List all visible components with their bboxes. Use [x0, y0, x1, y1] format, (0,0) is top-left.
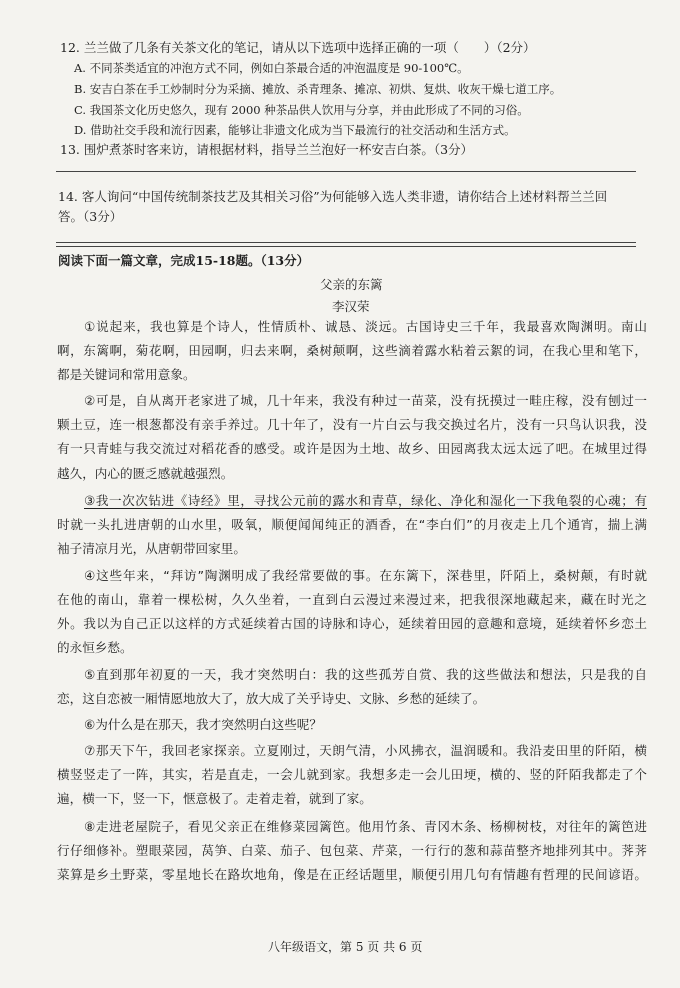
essay-line: 菜算是乡土野菜，零星地长在路坎地角，像是在正经话题里，顺便引用几句有情趣有哲理的民间谚语。	[57, 867, 647, 882]
essay-line: 外。我以为自己正以这样的方式延续着古国的诗脉和诗心，延续着田园的意趣和意境，延续着怀乡恋土	[57, 616, 647, 631]
essay-line: ①说起来，我也算是个诗人，性情质朴、诚恳、淡远。古国诗史三千年，我最喜欢陶渊明。南山	[84, 319, 647, 334]
essay-author: 李汉荣	[332, 299, 370, 314]
essay-line: 啊，东篱啊，菊花啊，田园啊，归去来啊，桑树颠啊，这些滴着露水粘着云絮的词，在我心里和笔下，	[57, 343, 647, 358]
question-13: 13. 围炉煮茶时客来访，请根据材料，指导兰兰泡好一杯安吉白茶。（3分）	[60, 142, 474, 157]
divider	[56, 242, 636, 243]
essay-line: 横竖竖走了一阵，其实，若是直走，一会儿就到家。我想多走一会儿田埂，横的、竖的阡陌我都走了个	[57, 767, 647, 782]
essay-line: 颗土豆，连一根葱都没有亲手养过。几十年了，没有一片白云与我交换过名片，没有一只鸟认识我，没	[57, 417, 647, 432]
question-12-stem: 12. 兰兰做了几条有关茶文化的笔记，请从以下选项中选择正确的一项（ ）（2分）	[60, 40, 536, 55]
essay-line: ④这些年来，“拜访”陶渊明成了我经常要做的事。在东篱下，深巷里，阡陌上，桑树颠，有时就	[84, 568, 647, 583]
essay-title: 父亲的东篱	[320, 277, 383, 292]
question-14-line-1: 14. 客人询问“中国传统制茶技艺及其相关习俗”为何能够入选人类非遗，请你结合上述材料帮兰兰回	[58, 189, 608, 204]
essay-line-underlined: ③我一次次钻进《诗经》里，寻找公元前的露水和青草，绿化、净化和湿化一下我龟裂的心魂；有	[84, 493, 647, 508]
question-12-option-a: A. 不同茶类适宜的冲泡方式不同，例如白茶最合适的冲泡温度是 90-100℃。	[74, 61, 469, 75]
question-14-line-2: 答。（3分）	[58, 209, 123, 224]
question-12-option-d: D. 借助社交手段和流行因素，能够让非遗文化成为当下最流行的社交活动和生活方式。	[74, 123, 516, 137]
essay-line: 袖子清凉月光，从唐朝带回家里。	[57, 541, 246, 556]
essay-line: 越久，内心的匮乏感就越强烈。	[57, 466, 234, 481]
essay-line: 的永恒乡愁。	[57, 640, 133, 655]
page-footer: 八年级语文，第 5 页 共 6 页	[268, 940, 423, 954]
divider	[56, 171, 636, 172]
essay-line: 都是关键词和常用意象。	[57, 367, 196, 382]
section-instruction: 阅读下面一篇文章，完成15-18题。（13分）	[58, 253, 310, 268]
essay-line: ⑤直到那年初夏的一天，我才突然明白：我的这些孤芳自赏、我的这些做法和想法，只是我的自	[84, 667, 647, 682]
divider	[56, 246, 636, 247]
question-12-option-c: C. 我国茶文化历史悠久，现有 2000 种茶品供人饮用与分享，并由此形成了不同的习俗。	[74, 103, 529, 117]
essay-line: ⑦那天下午，我回老家探亲。立夏刚过，天朗气清，小风拂衣，温润暖和。我沿麦田里的阡陌，横	[84, 743, 647, 758]
essay-line: ②可是，自从离开老家进了城，几十年来，我没有种过一苗菜，没有抚摸过一畦庄稼，没有刨过一	[84, 393, 647, 408]
essay-line: ⑧走进老屋院子，看见父亲正在维修菜园篱笆。他用竹条、青冈木条、杨柳树枝，对往年的篱笆进	[84, 819, 647, 834]
essay-line: 遍，横一下，竖一下，惬意极了。走着走着，就到了家。	[57, 791, 372, 806]
essay-line: 行仔细修补。塑眼菜园，莴笋、白菜、茄子、包包菜、芹菜，一行行的葱和蒜苗整齐地排列其中。荠荠	[57, 843, 647, 858]
essay-line: 有一只青蛙与我交流过对稻花香的感受。或许是因为土地、故乡、田园离我太远太远了吧。在城里过得	[57, 441, 647, 456]
essay-line: 在他的南山，靠着一棵松树，久久坐着，一直到白云漫过来漫过来，把我很深地藏起来，藏在时光之	[57, 592, 647, 607]
essay-line: 恋，这自恋被一厢情愿地放大了，放大成了关乎诗史、文脉、乡愁的延续了。	[57, 691, 486, 706]
question-12-option-b: B. 安吉白茶在手工炒制时分为采摘、摊放、杀青理条、摊凉、初烘、复烘、收灰干燥七道工序。	[74, 82, 562, 96]
essay-line: 时就一头扎进唐朝的山水里，吸氧，顺便闻闻纯正的酒香，在“李白们”的月夜走上几个通宵，揣上满	[57, 517, 647, 532]
essay-line: ⑥为什么是在那天，我才突然明白这些呢？	[84, 717, 322, 732]
